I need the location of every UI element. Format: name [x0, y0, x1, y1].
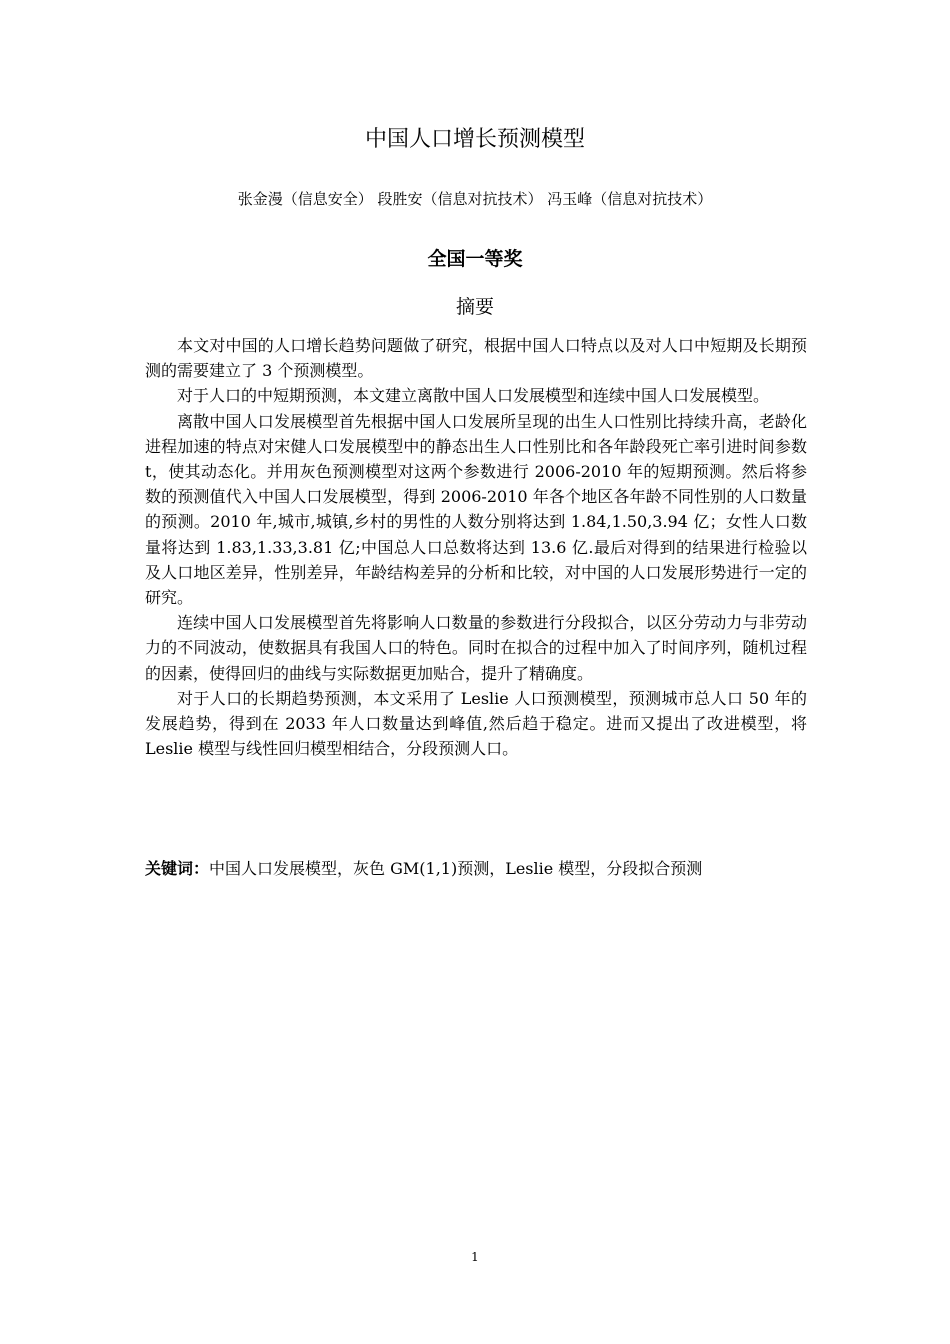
abstract-paragraph: 连续中国人口发展模型首先将影响人口数量的参数进行分段拟合，以区分劳动力与非劳动力的不同波动，使数据具有我国人口的特色。同时在拟合的过程中加入了时间序列，随机过程的因素，使得回归的曲线与实际数据更加贴合，提升了精确度。	[145, 613, 807, 683]
abstract-paragraph: 离散中国人口发展模型首先根据中国人口发展所呈现的出生人口性别比持续升高，老龄化进程加速的特点对宋健人口发展模型中的静态出生人口性别比和各年龄段死亡率引进时间参数 t，使其动态化。并用灰色预测模型对这两个参数进行 2006-2010 年的短期预测。然后将参数的预测值代入中国人口发展模型，得到 2006-2010 年各个地区各年龄不同性别的人口数量的预测。2010 年,城市,城镇,乡村的男性的人数分别将达到 1.84,1.50,3.94 亿；女性人口数量将达到 1.83,1.33,3.81 亿;中国总人口总数将达到 13.6 亿.最后对得到的结果进行检验以及人口地区差异，性别差异，年龄结构差异的分析和比较，对中国的人口发展形势进行一定的研究。	[145, 411, 807, 608]
keywords-line	[145, 856, 807, 881]
abstract-paragraph: 本文对中国的人口增长趋势问题做了研究，根据中国人口特点以及对人口中短期及长期预测的需要建立了 3 个预测模型。	[145, 336, 807, 381]
abstract-paragraph: 对于人口的中短期预测，本文建立离散中国人口发展模型和连续中国人口发展模型。	[177, 386, 770, 406]
keywords-label: 关键词：	[145, 859, 210, 878]
paper-title: 中国人口增长预测模型	[364, 127, 585, 152]
abstract-body	[145, 333, 807, 761]
award-label: 全国一等奖	[427, 248, 523, 270]
abstract-paragraph: 对于人口的长期趋势预测，本文采用了 Leslie 人口预测模型，预测城市总人口 50 年的发展趋势，得到在 2033 年人口数量达到峰值,然后趋于稳定。进而又提出了改进模型，将 Leslie 模型与线性回归模型相结合，分段预测人口。	[145, 688, 807, 759]
page-number: 1	[471, 1250, 479, 1264]
abstract-heading: 摘要	[455, 296, 494, 318]
author-list: 张金漫（信息安全） 段胜安（信息对抗技术） 冯玉峰（信息对抗技术）	[237, 190, 713, 208]
keywords-text: 中国人口发展模型，灰色 GM(1,1)预测，Leslie 模型，分段拟合预测	[209, 859, 703, 878]
